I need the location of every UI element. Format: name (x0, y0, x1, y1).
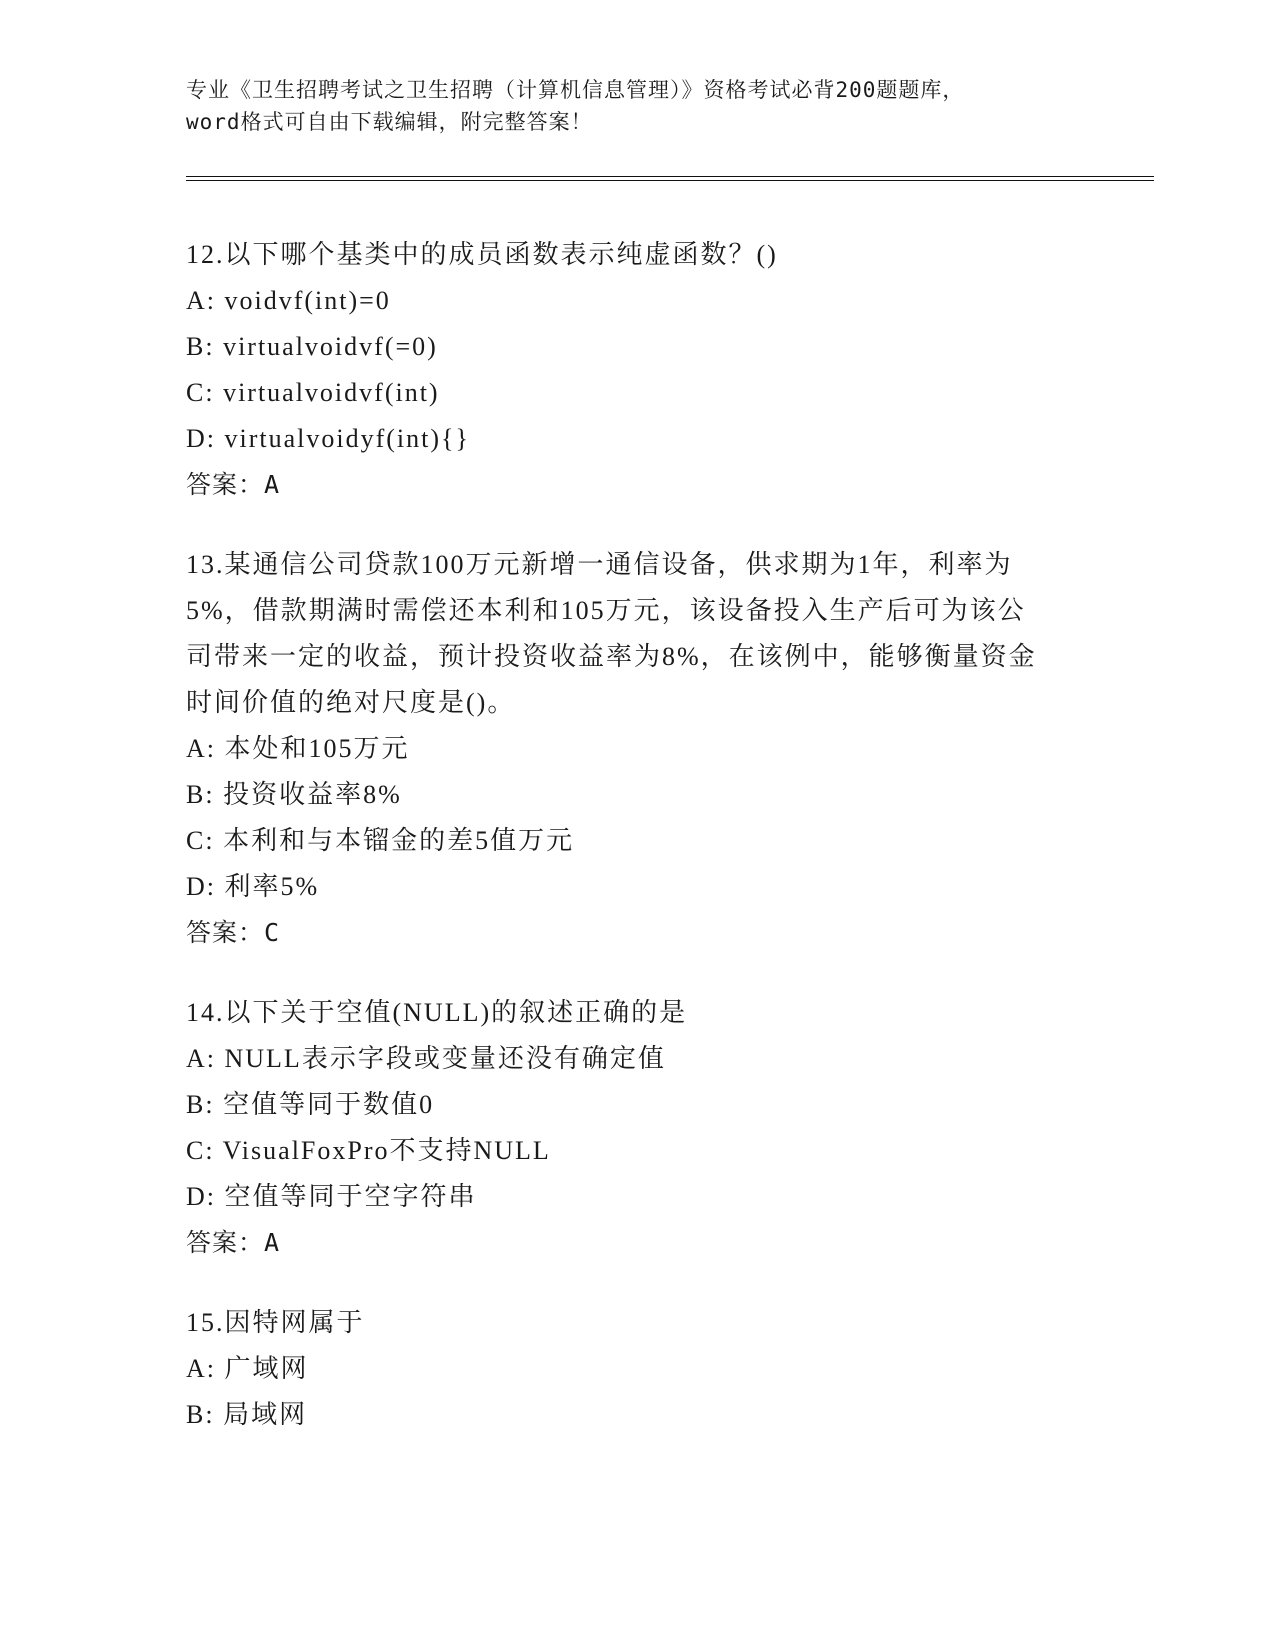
option-a: A: 本处和105万元 (186, 734, 410, 763)
question-stem-line-1: 13.某通信公司贷款100万元新增一通信设备，供求期为1年，利率为 (186, 550, 1013, 579)
option-d: D: 空值等同于空字符串 (186, 1182, 477, 1211)
question-stem: 12.以下哪个基类中的成员函数表示纯虚函数？() (186, 240, 778, 269)
question-14 (186, 990, 1086, 1266)
option-c: C: VisualFoxPro不支持NULL (186, 1136, 551, 1165)
question-stem: 14.以下关于空值(NULL)的叙述正确的是 (186, 998, 688, 1027)
option-a: A: NULL表示字段或变量还没有确定值 (186, 1044, 666, 1073)
question-12 (186, 232, 1086, 508)
header-line-1: 专业《卫生招聘考试之卫生招聘（计算机信息管理）》资格考试必背200题题库， (186, 78, 965, 102)
option-d: D: 利率5% (186, 872, 320, 901)
option-b: B: virtualvoidvf(=0) (186, 332, 438, 361)
question-stem: 15.因特网属于 (186, 1308, 365, 1337)
question-stem-line-4: 时间价值的绝对尺度是()。 (186, 688, 516, 717)
option-b: B: 局域网 (186, 1400, 308, 1429)
document-header (186, 74, 1086, 138)
header-line-2: word格式可自由下载编辑，附完整答案！ (186, 110, 593, 134)
option-a: A: 广域网 (186, 1354, 309, 1383)
option-d: D: virtualvoidyf(int){} (186, 424, 470, 453)
option-a: A: voidvf(int)=0 (186, 286, 391, 315)
option-b: B: 投资收益率8% (186, 780, 402, 809)
question-stem-line-2: 5%，借款期满时需偿还本利和105万元，该设备投入生产后可为该公 (186, 596, 1026, 625)
answer: 答案：A (186, 470, 281, 499)
question-13 (186, 542, 1086, 956)
option-b: B: 空值等同于数值0 (186, 1090, 435, 1119)
option-c: C: virtualvoidvf(int) (186, 378, 440, 407)
question-15 (186, 1300, 1086, 1438)
header-divider (186, 176, 1154, 181)
question-stem-line-3: 司带来一定的收益，预计投资收益率为8%，在该例中，能够衡量资金 (186, 642, 1037, 671)
answer: 答案：A (186, 1228, 281, 1257)
option-c: C: 本利和与本镏金的差5值万元 (186, 826, 575, 855)
question-list (186, 232, 1086, 1472)
answer: 答案：C (186, 918, 281, 947)
